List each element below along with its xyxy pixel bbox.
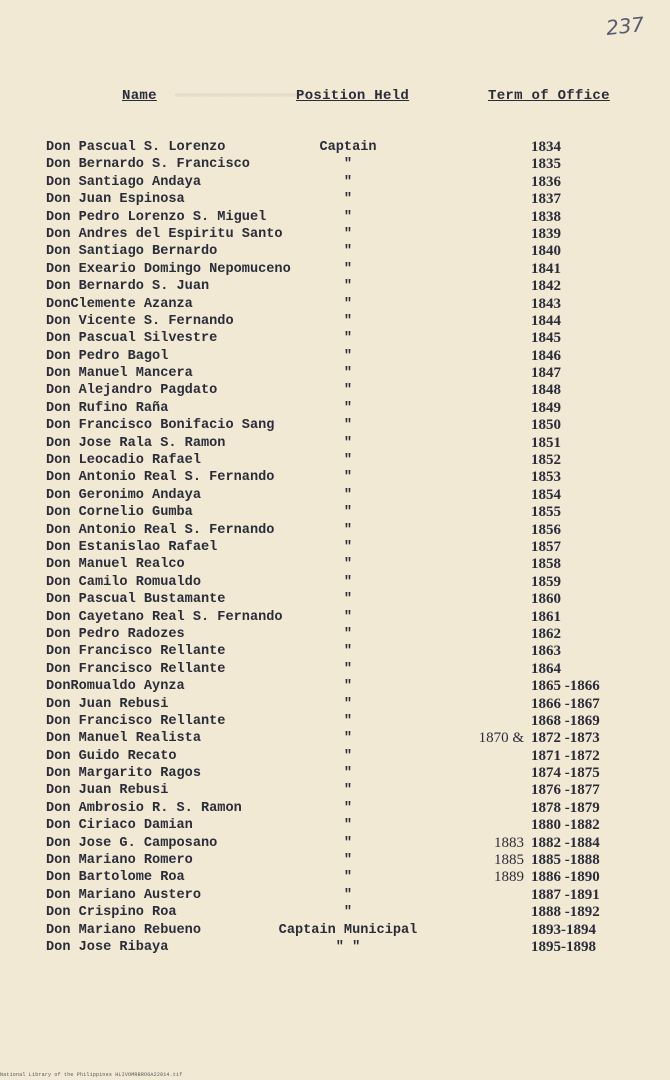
table-row <box>0 209 670 226</box>
table-row <box>0 609 670 626</box>
official-name: Don Manuel Mancera <box>46 366 193 382</box>
official-name: Don Mariano Romero <box>46 853 193 869</box>
position-held: " <box>343 818 353 834</box>
table-row <box>0 591 670 608</box>
term-of-office: 1847 <box>531 365 561 382</box>
term-of-office: 1852 <box>531 452 561 469</box>
table-row <box>0 852 670 869</box>
term-of-office: 1874 -1875 <box>531 765 600 782</box>
term-of-office: 1853 <box>531 469 561 486</box>
table-row <box>0 487 670 504</box>
position-held: " <box>343 226 353 242</box>
official-name: Don Cayetano Real S. Fernando <box>46 609 283 625</box>
official-name: Don Pascual S. Lorenzo <box>46 140 226 155</box>
position-held: " <box>343 366 353 382</box>
official-name: Don Juan Espinosa <box>46 192 185 208</box>
position-held: " <box>343 505 353 521</box>
position-held: " <box>343 435 353 451</box>
table-row <box>0 782 670 799</box>
official-name: DonRomualdo Aynza <box>46 679 185 695</box>
term-of-office: 1887 -1891 <box>531 886 600 903</box>
table-row <box>0 626 670 643</box>
term-of-office: 1882 -1884 <box>531 834 600 851</box>
table-row <box>0 939 670 956</box>
term-of-office: 1862 <box>531 625 561 642</box>
position-held: " <box>343 574 353 590</box>
position-held: " <box>343 887 353 903</box>
position-held: " <box>343 487 353 503</box>
official-name: Don Juan Rebusi <box>46 783 169 799</box>
official-name: Don Geronimo Andaya <box>46 487 201 503</box>
official-name: Don Camilo Romualdo <box>46 574 201 590</box>
table-row <box>0 504 670 521</box>
term-of-office: 1835 <box>531 156 561 173</box>
official-name: Don Margarito Ragos <box>46 766 201 782</box>
position-held: " <box>343 800 353 816</box>
official-name: Don Ambrosio R. S. Ramon <box>46 800 242 816</box>
table-row <box>0 574 670 591</box>
position-held: " <box>343 244 353 260</box>
position-held: Captain Municipal <box>278 922 418 938</box>
table-row <box>0 539 670 556</box>
term-of-office: 1859 <box>531 573 561 590</box>
position-held: " <box>343 279 353 295</box>
official-name: Don Francisco Rellante <box>46 713 226 729</box>
term-of-office: 1864 <box>531 660 561 677</box>
term-of-office: 1863 <box>531 643 561 660</box>
column-header-position: Position Held <box>296 88 410 104</box>
official-name: Don Jose Ribaya <box>46 939 169 955</box>
position-held: " <box>343 174 353 190</box>
position-held: " " <box>335 939 361 955</box>
term-annotation: 1889 <box>494 869 524 886</box>
table-row <box>0 904 670 921</box>
term-annotation: 1870 & <box>478 730 524 747</box>
term-of-office: 1888 -1892 <box>531 904 600 921</box>
table-row <box>0 817 670 834</box>
position-held: " <box>343 870 353 886</box>
term-of-office: 1849 <box>531 399 561 416</box>
term-of-office: 1839 <box>531 225 561 242</box>
official-name: Don Santiago Andaya <box>46 174 201 190</box>
term-of-office: 1836 <box>531 173 561 190</box>
position-held: " <box>343 626 353 642</box>
table-row <box>0 678 670 695</box>
official-name: Don Mariano Austero <box>46 887 201 903</box>
table-row <box>0 713 670 730</box>
position-held: " <box>343 696 353 712</box>
position-held: " <box>343 592 353 608</box>
term-of-office: 1876 -1877 <box>531 782 600 799</box>
table-row <box>0 139 670 156</box>
term-of-office: 1848 <box>531 382 561 399</box>
official-name: Don Juan Rebusi <box>46 696 169 712</box>
term-of-office: 1861 <box>531 608 561 625</box>
position-held: " <box>343 453 353 469</box>
term-of-office: 1886 -1890 <box>531 869 600 886</box>
table-row <box>0 156 670 173</box>
official-name: Don Pedro Radozes <box>46 626 185 642</box>
table-row <box>0 835 670 852</box>
column-header-term: Term of Office <box>488 88 610 104</box>
table-row <box>0 452 670 469</box>
table-row <box>0 400 670 417</box>
official-name: Don Bernardo S. Francisco <box>46 157 250 173</box>
official-name: Don Jose G. Camposano <box>46 835 218 851</box>
table-row <box>0 382 670 399</box>
position-held: " <box>343 731 353 747</box>
table-row <box>0 800 670 817</box>
term-of-office: 1866 -1867 <box>531 695 600 712</box>
term-of-office: 1856 <box>531 521 561 538</box>
archive-footer: National Library of the Philippines HLIVOMRBRO6A22014.tif <box>0 1072 183 1078</box>
table-row <box>0 191 670 208</box>
official-name: Don Bartolome Roa <box>46 870 185 886</box>
position-held: " <box>343 853 353 869</box>
official-name: Don Exeario Domingo Nepomuceno <box>46 261 291 277</box>
position-held: " <box>343 557 353 573</box>
term-of-office: 1851 <box>531 434 561 451</box>
term-of-office: 1893-1894 <box>531 921 596 938</box>
officials-table <box>0 139 670 956</box>
position-held: " <box>343 313 353 329</box>
term-of-office: 1843 <box>531 295 561 312</box>
position-held: " <box>343 539 353 555</box>
position-held: " <box>343 522 353 538</box>
official-name: Don Guido Recato <box>46 748 177 764</box>
table-row <box>0 730 670 747</box>
official-name: Don Manuel Realista <box>46 731 201 747</box>
term-of-office: 1838 <box>531 208 561 225</box>
table-row <box>0 469 670 486</box>
position-held: " <box>343 157 353 173</box>
table-row <box>0 748 670 765</box>
position-held: " <box>343 400 353 416</box>
table-row <box>0 765 670 782</box>
bleed-through-decoration: ▬▬▬▬▬▬▬▬▬▬▬▬▬▬▬▬▬ <box>175 86 308 101</box>
table-row <box>0 661 670 678</box>
position-held: " <box>343 331 353 347</box>
position-held: " <box>343 209 353 225</box>
term-of-office: 1871 -1872 <box>531 747 600 764</box>
term-of-office: 1837 <box>531 191 561 208</box>
term-of-office: 1844 <box>531 312 561 329</box>
term-of-office: 1857 <box>531 538 561 555</box>
position-held: Captain <box>319 140 377 155</box>
table-row <box>0 522 670 539</box>
term-of-office: 1840 <box>531 243 561 260</box>
table-row <box>0 226 670 243</box>
term-annotation: 1885 <box>494 852 524 869</box>
term-of-office: 1872 -1873 <box>531 730 600 747</box>
official-name: DonClemente Azanza <box>46 296 193 312</box>
position-held: " <box>343 609 353 625</box>
term-of-office: 1850 <box>531 417 561 434</box>
page-number: 237 <box>604 12 646 40</box>
official-name: Don Pedro Bagol <box>46 348 169 364</box>
table-row <box>0 869 670 886</box>
table-row <box>0 696 670 713</box>
official-name: Don Ciriaco Damian <box>46 818 193 834</box>
table-row <box>0 348 670 365</box>
official-name: Don Leocadio Rafael <box>46 453 201 469</box>
term-of-office: 1846 <box>531 347 561 364</box>
term-of-office: 1834 <box>531 139 561 155</box>
term-of-office: 1845 <box>531 330 561 347</box>
term-of-office: 1880 -1882 <box>531 817 600 834</box>
term-of-office: 1855 <box>531 504 561 521</box>
official-name: Don Manuel Realco <box>46 557 185 573</box>
column-header-name: Name <box>122 88 157 104</box>
term-of-office: 1895-1898 <box>531 938 596 955</box>
position-held: " <box>343 766 353 782</box>
term-of-office: 1868 -1869 <box>531 712 600 729</box>
position-held: " <box>343 835 353 851</box>
table-row <box>0 365 670 382</box>
position-held: " <box>343 261 353 277</box>
official-name: Don Francisco Rellante <box>46 661 226 677</box>
position-held: " <box>343 661 353 677</box>
table-row <box>0 174 670 191</box>
official-name: Don Crispino Roa <box>46 905 177 921</box>
term-of-office: 1854 <box>531 486 561 503</box>
table-row <box>0 417 670 434</box>
position-held: " <box>343 383 353 399</box>
official-name: Don Bernardo S. Juan <box>46 279 210 295</box>
term-of-office: 1842 <box>531 278 561 295</box>
position-held: " <box>343 418 353 434</box>
official-name: Don Antonio Real S. Fernando <box>46 522 275 538</box>
table-row <box>0 556 670 573</box>
table-row <box>0 313 670 330</box>
table-row <box>0 261 670 278</box>
official-name: Don Rufino Raña <box>46 400 169 416</box>
official-name: Don Pascual Silvestre <box>46 331 218 347</box>
position-held: " <box>343 713 353 729</box>
position-held: " <box>343 296 353 312</box>
official-name: Don Andres del Espiritu Santo <box>46 226 283 242</box>
term-of-office: 1878 -1879 <box>531 799 600 816</box>
position-held: " <box>343 470 353 486</box>
term-of-office: 1860 <box>531 591 561 608</box>
official-name: Don Pedro Lorenzo S. Miguel <box>46 209 267 225</box>
table-row <box>0 922 670 939</box>
official-name: Don Francisco Bonifacio Sang <box>46 418 275 434</box>
table-row <box>0 296 670 313</box>
table-row <box>0 243 670 260</box>
position-held: " <box>343 644 353 660</box>
table-row <box>0 278 670 295</box>
table-row <box>0 887 670 904</box>
position-held: " <box>343 679 353 695</box>
official-name: Don Vicente S. Fernando <box>46 313 234 329</box>
position-held: " <box>343 905 353 921</box>
official-name: Don Pascual Bustamante <box>46 592 226 608</box>
position-held: " <box>343 748 353 764</box>
official-name: Don Jose Rala S. Ramon <box>46 435 226 451</box>
official-name: Don Santiago Bernardo <box>46 244 218 260</box>
term-annotation: 1883 <box>494 834 524 851</box>
official-name: Don Alejandro Pagdato <box>46 383 218 399</box>
table-row <box>0 643 670 660</box>
term-of-office: 1858 <box>531 556 561 573</box>
official-name: Don Estanislao Rafael <box>46 539 218 555</box>
official-name: Don Antonio Real S. Fernando <box>46 470 275 486</box>
position-held: " <box>343 192 353 208</box>
official-name: Don Cornelio Gumba <box>46 505 193 521</box>
official-name: Don Francisco Rellante <box>46 644 226 660</box>
term-of-office: 1865 -1866 <box>531 678 600 695</box>
table-row <box>0 330 670 347</box>
position-held: " <box>343 348 353 364</box>
term-of-office: 1885 -1888 <box>531 852 600 869</box>
position-held: " <box>343 783 353 799</box>
official-name: Don Mariano Rebueno <box>46 922 201 938</box>
table-row <box>0 435 670 452</box>
term-of-office: 1841 <box>531 260 561 277</box>
